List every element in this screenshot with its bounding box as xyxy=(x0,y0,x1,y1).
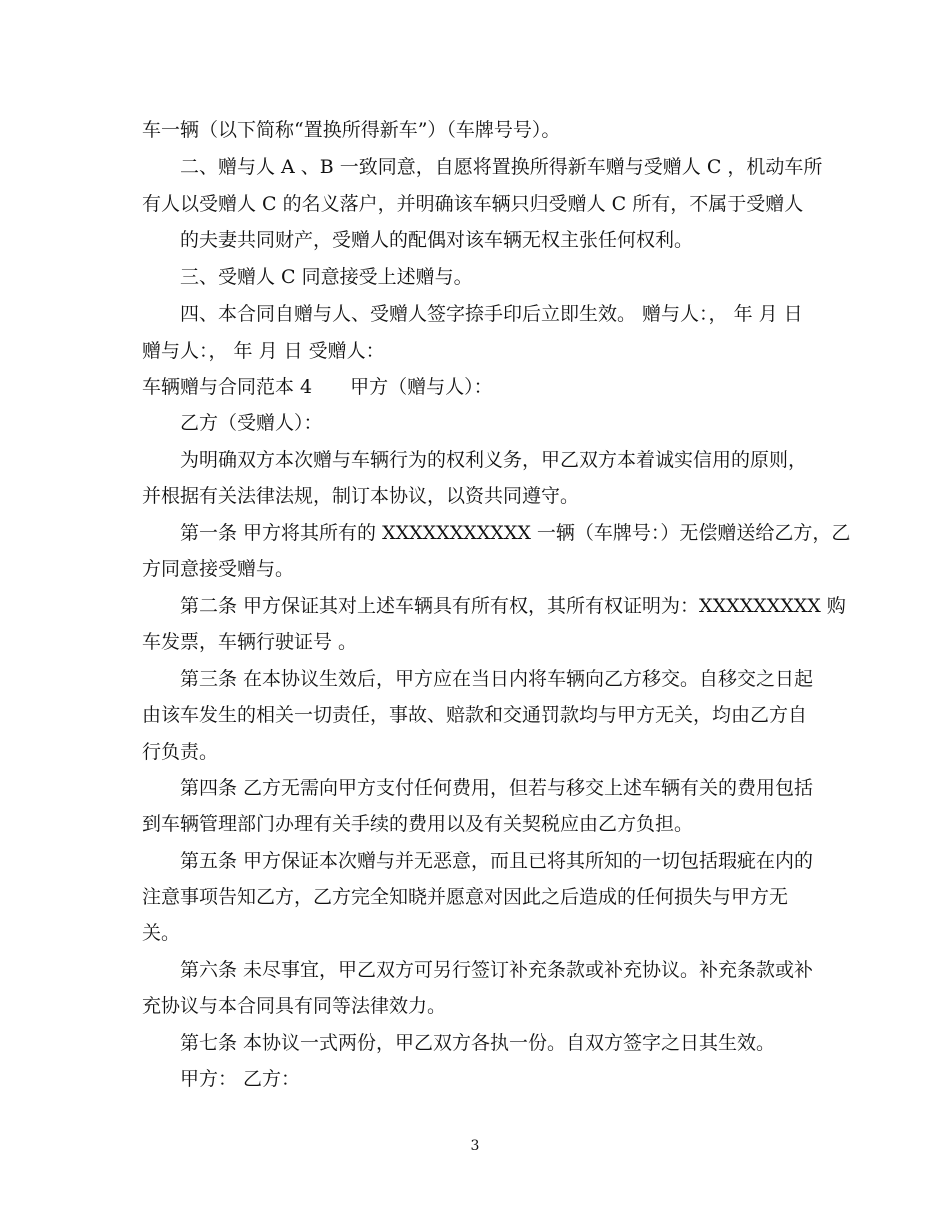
text-line: 乙方（受赠人）： xyxy=(180,412,323,434)
text-line: 方同意接受赠与。 xyxy=(142,558,295,580)
text-line: 车一辆（以下简称“置换所得新车”）（车牌号号）。 xyxy=(142,119,561,141)
text-line: 第七条 本协议一式两份，甲乙双方各执一份。自双方签字之日其生效。 xyxy=(180,1032,776,1054)
text-line: 甲方： 乙方： xyxy=(180,1068,301,1090)
page-number: 3 xyxy=(470,1138,480,1154)
text-line: 第五条 甲方保证本次赠与并无恶意，而且已将其所知的一切包括瑕疵在内的 xyxy=(180,850,814,872)
text-line: 由该车发生的相关一切责任，事故、赔款和交通罚款均与甲方无关，均由乙方自 xyxy=(142,704,808,726)
text-line: 第三条 在本协议生效后，甲方应在当日内将车辆向乙方移交。自移交之日起 xyxy=(180,668,814,690)
text-line: 第一条 甲方将其所有的 XXXXXXXXXXX 一辆（车牌号：）无偿赠送给乙方，乙 xyxy=(180,522,851,544)
text-line: 的夫妻共同财产，受赠人的配偶对该车辆无权主张任何权利。 xyxy=(180,229,694,251)
text-line: 四、本合同自赠与人、受赠人签字捺手印后立即生效。 赠与人：， 年 月 日 xyxy=(180,303,803,325)
text-line: 第二条 甲方保证其对上述车辆具有所有权，其所有权证明为：XXXXXXXXX 购 xyxy=(180,595,846,617)
text-line: 赠与人：， 年 月 日 受赠人： xyxy=(142,340,385,362)
text-line: 关。 xyxy=(142,922,181,944)
text-line: 到车辆管理部门办理有关手续的费用以及有关契税应由乙方负担。 xyxy=(142,813,694,835)
text-line: 充协议与本合同具有同等法律效力。 xyxy=(142,995,447,1017)
text-line: 注意事项告知乙方，乙方完全知晓并愿意对因此之后造成的任何损失与甲方无 xyxy=(142,886,789,908)
text-line: 并根据有关法律法规，制订本协议，以资共同遵守。 xyxy=(142,485,580,507)
text-line: 行负责。 xyxy=(142,741,219,763)
text-line: 为明确双方本次赠与车辆行为的权利义务，甲乙双方本着诚实信用的原则， xyxy=(180,449,808,471)
text-line: 车辆赠与合同范本 4 甲方（赠与人）： xyxy=(142,376,493,398)
text-line: 第四条 乙方无需向甲方支付任何费用，但若与移交上述车辆有关的费用包括 xyxy=(180,777,814,799)
text-line: 车发票，车辆行驶证号 。 xyxy=(142,631,358,653)
text-line: 第六条 未尽事宜，甲乙双方可另行签订补充条款或补充协议。补充条款或补 xyxy=(180,959,814,981)
text-line: 有人以受赠人 C 的名义落户，并明确该车辆只归受赠人 C 所有，不属于受赠人 xyxy=(142,193,804,215)
text-line: 三、受赠人 C 同意接受上述赠与。 xyxy=(180,266,473,288)
text-line: 二、赠与人 A 、B 一致同意，自愿将置换所得新车赠与受赠人 C ，机动车所 xyxy=(180,156,823,178)
